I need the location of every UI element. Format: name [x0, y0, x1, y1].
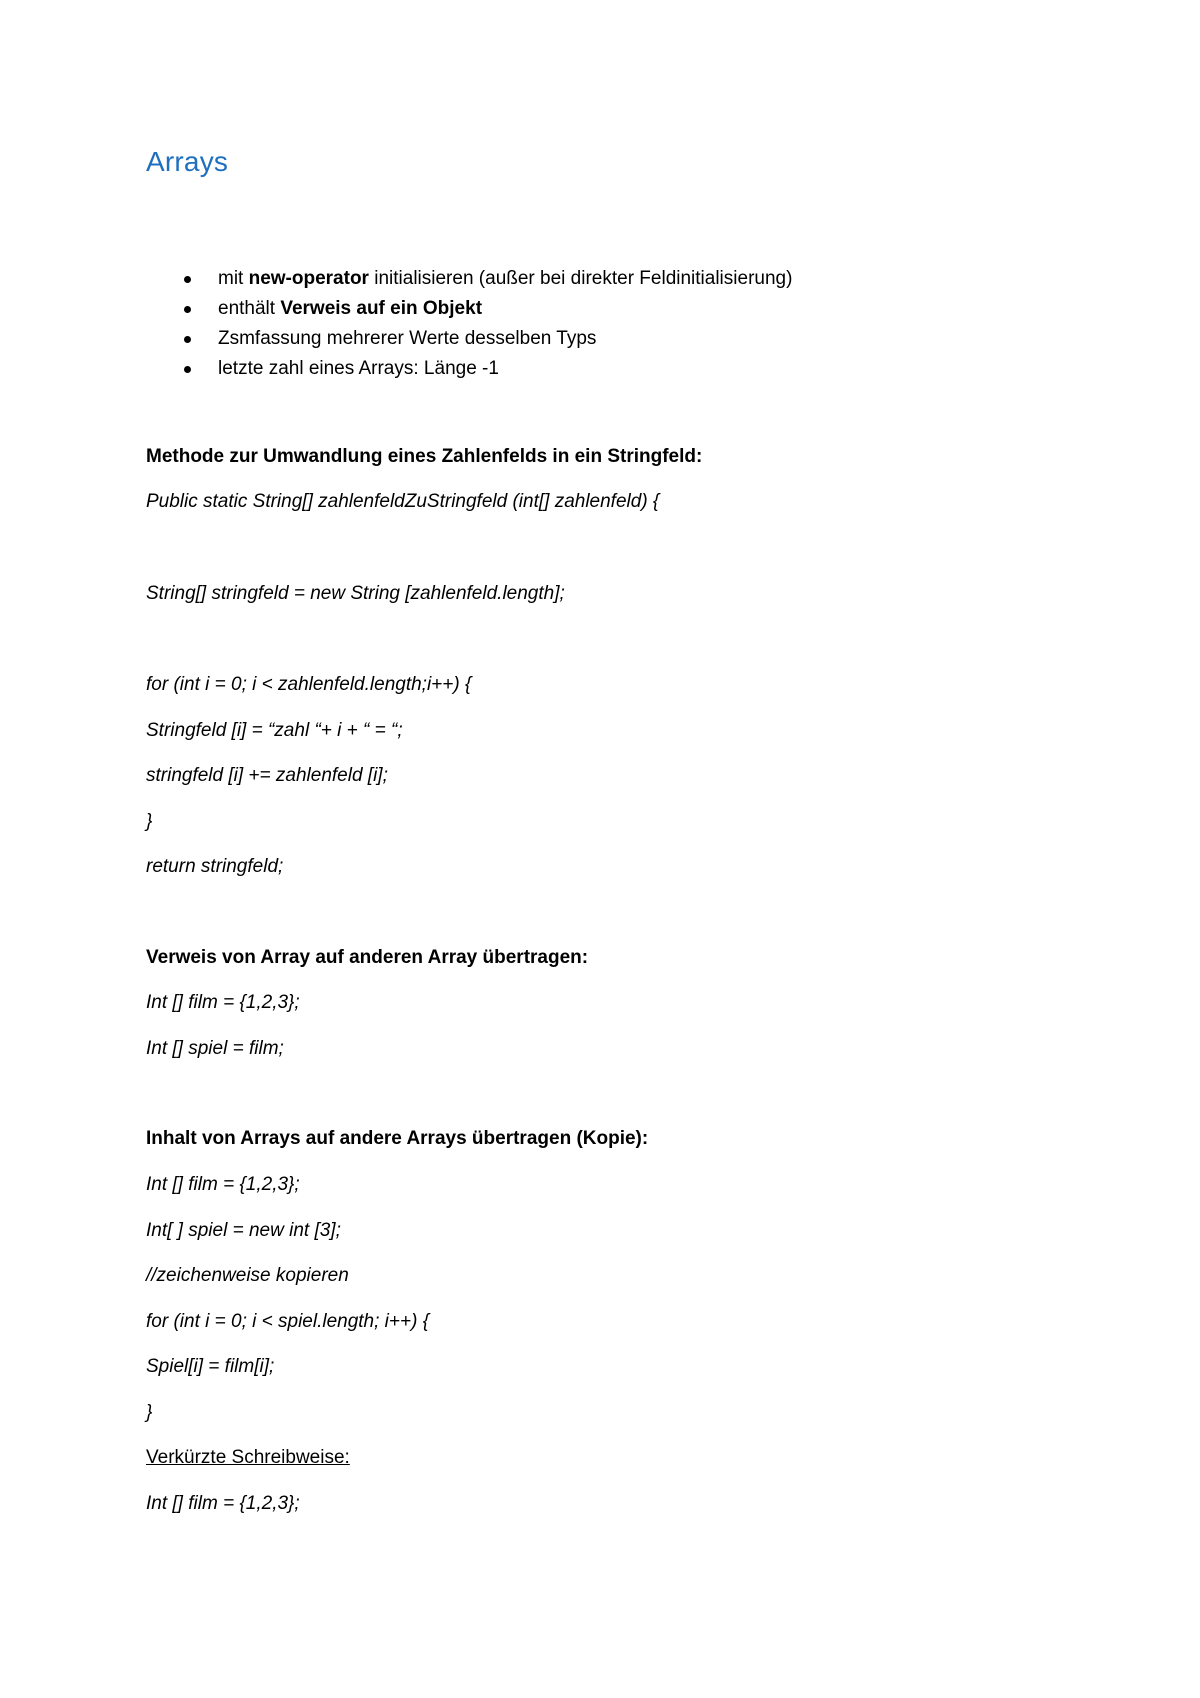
bullet-list: [146, 264, 792, 384]
code-line: return stringfeld;: [146, 856, 284, 877]
bullet-text: letzte zahl eines Arrays: Länge -1: [218, 358, 499, 379]
code-line: Int [] film = {1,2,3};: [146, 1493, 300, 1514]
code-line: Int [] film = {1,2,3};: [146, 992, 300, 1013]
bullet-text: initialisieren (außer bei direkter Feldinitialisierung): [368, 268, 793, 289]
code-line: for (int i = 0; i < zahlenfeld.length;i++) {: [146, 674, 472, 695]
bullet-text: mit: [218, 268, 249, 289]
section-heading: Verweis von Array auf anderen Array übertragen:: [146, 947, 589, 968]
bullet-icon: [184, 306, 191, 313]
code-line: stringfeld [i] += zahlenfeld [i];: [146, 765, 388, 786]
list-item: [146, 324, 792, 354]
code-line: Int [] film = {1,2,3};: [146, 1174, 300, 1195]
page-title: Arrays: [146, 146, 229, 177]
list-item: [146, 264, 792, 294]
list-item: [146, 354, 792, 384]
subheading: Verkürzte Schreibweise:: [146, 1447, 350, 1468]
code-line: for (int i = 0; i < spiel.length; i++) {: [146, 1311, 430, 1332]
code-line: Int [] spiel = film;: [146, 1038, 284, 1059]
code-line: Stringfeld [i] = “zahl “+ i + “ = “;: [146, 720, 403, 741]
section-heading: Methode zur Umwandlung eines Zahlenfelds in ein Stringfeld:: [146, 446, 703, 467]
bullet-icon: [184, 366, 191, 373]
bullet-text: Zsmfassung mehrerer Werte desselben Typs: [218, 328, 597, 349]
bullet-icon: [184, 336, 191, 343]
bullet-bold-text: Verweis auf ein Objekt: [280, 298, 483, 319]
bullet-text: enthält: [218, 298, 281, 319]
bullet-icon: [184, 276, 191, 283]
code-line: String[] stringfeld = new String [zahlenfeld.length];: [146, 583, 565, 604]
code-line: }: [146, 811, 153, 832]
section-heading: Inhalt von Arrays auf andere Arrays übertragen (Kopie):: [146, 1128, 649, 1149]
bullet-bold-text: new-operator: [248, 268, 369, 289]
code-line: Public static String[] zahlenfeldZuStringfeld (int[] zahlenfeld) {: [146, 491, 660, 512]
code-line: Int[ ] spiel = new int [3];: [146, 1220, 341, 1241]
list-item: [146, 294, 792, 324]
code-line: }: [146, 1402, 153, 1423]
code-line: Spiel[i] = film[i];: [146, 1356, 275, 1377]
code-comment: //zeichenweise kopieren: [146, 1265, 349, 1286]
